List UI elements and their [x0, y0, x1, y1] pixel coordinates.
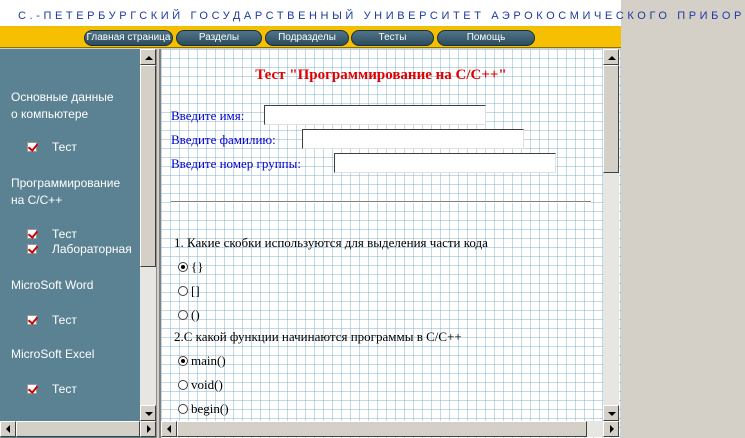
- test-title: Тест "Программирование на C/C++": [255, 67, 507, 83]
- scroll-thumb[interactable]: [603, 65, 619, 173]
- checkmark-icon: [27, 384, 37, 394]
- main-frame: [159, 49, 621, 438]
- first-name-input[interactable]: [264, 105, 486, 125]
- link-label: Лабораторная: [52, 242, 132, 256]
- sidebar-section-title: [11, 89, 139, 123]
- scroll-left-button[interactable]: [161, 421, 177, 437]
- header: [0, 0, 745, 48]
- first-name-label: Введите имя:: [171, 108, 245, 123]
- sidebar-section-title: [11, 346, 139, 363]
- scroll-right-button[interactable]: [140, 421, 156, 437]
- sidebar-horizontal-scrollbar[interactable]: [0, 421, 156, 437]
- question-2-text: 2.С какой функции начинаются программы в C/C++: [174, 329, 462, 344]
- section-title-line: о компьютере: [11, 107, 89, 121]
- radio-button[interactable]: [178, 262, 188, 272]
- nav-tests-button[interactable]: Тесты: [351, 30, 434, 46]
- radio-button[interactable]: [178, 310, 188, 320]
- section-title-line: MicroSoft Excel: [11, 347, 95, 361]
- group-number-input[interactable]: [334, 153, 556, 173]
- scroll-left-button[interactable]: [0, 421, 16, 437]
- option-label: void(): [191, 377, 223, 392]
- section-title-line: Программирование: [11, 176, 121, 190]
- checkmark-icon: [27, 142, 37, 152]
- scroll-down-button[interactable]: [603, 405, 619, 421]
- main-vertical-scrollbar[interactable]: [603, 49, 619, 421]
- test-content: [161, 49, 601, 416]
- option-label: (): [191, 307, 200, 322]
- last-name-input[interactable]: [302, 129, 524, 149]
- option-label: {}: [191, 259, 204, 274]
- scroll-thumb[interactable]: [16, 421, 140, 437]
- scroll-up-button[interactable]: [603, 49, 619, 65]
- radio-button[interactable]: [178, 286, 188, 296]
- last-name-row: [171, 129, 591, 149]
- option-label: main(): [191, 353, 226, 368]
- radio-button[interactable]: [178, 356, 188, 366]
- nav-bar: [0, 28, 621, 48]
- question-1-text: 1. Какие скобки используются для выделения части кода: [174, 235, 488, 250]
- scroll-thumb[interactable]: [140, 65, 156, 267]
- first-name-row: [171, 105, 591, 125]
- main-horizontal-scrollbar[interactable]: [161, 421, 619, 437]
- scroll-up-button[interactable]: [140, 49, 156, 65]
- checkmark-icon: [27, 229, 37, 239]
- nav-help-button[interactable]: Помощь: [437, 30, 535, 46]
- scroll-down-button[interactable]: [140, 405, 156, 421]
- section-title-line: MicroSoft Word: [11, 278, 94, 292]
- separator: [171, 201, 591, 203]
- sidebar-vertical-scrollbar[interactable]: [140, 49, 156, 421]
- nav-sections-button[interactable]: Разделы: [176, 30, 262, 46]
- section-title-line: на C/C++: [11, 193, 63, 207]
- radio-button[interactable]: [178, 404, 188, 414]
- sidebar-frame: [0, 49, 157, 438]
- checkmark-icon: [27, 315, 37, 325]
- option-label: []: [191, 283, 200, 298]
- checkmark-icon: [27, 244, 37, 254]
- link-label: Тест: [52, 313, 77, 327]
- option-label: begin(): [191, 401, 229, 416]
- scroll-right-button[interactable]: [603, 421, 619, 437]
- sidebar-section-title: [11, 277, 139, 294]
- link-label: Тест: [52, 227, 77, 241]
- link-label: Тест: [52, 140, 77, 154]
- nav-subsections-button[interactable]: Подразделы: [265, 30, 349, 46]
- sidebar-section-title: [11, 175, 139, 209]
- radio-button[interactable]: [178, 380, 188, 390]
- nav-home-button[interactable]: Главная страница: [84, 30, 173, 46]
- link-label: Тест: [52, 382, 77, 396]
- group-number-label: Введите номер группы:: [171, 156, 301, 171]
- section-title-line: Основные данные: [11, 90, 114, 104]
- group-number-row: [171, 153, 591, 173]
- sidebar-content: [0, 49, 140, 419]
- university-banner: С.-ПЕТЕРБУРГСКИЙ ГОСУДАРСТВЕННЫЙ УНИВЕРСИТЕТ АЭРОКОСМИЧЕСКОГО ПРИБОР: [0, 0, 621, 28]
- scroll-thumb[interactable]: [177, 421, 587, 437]
- last-name-label: Введите фамилию:: [171, 132, 276, 147]
